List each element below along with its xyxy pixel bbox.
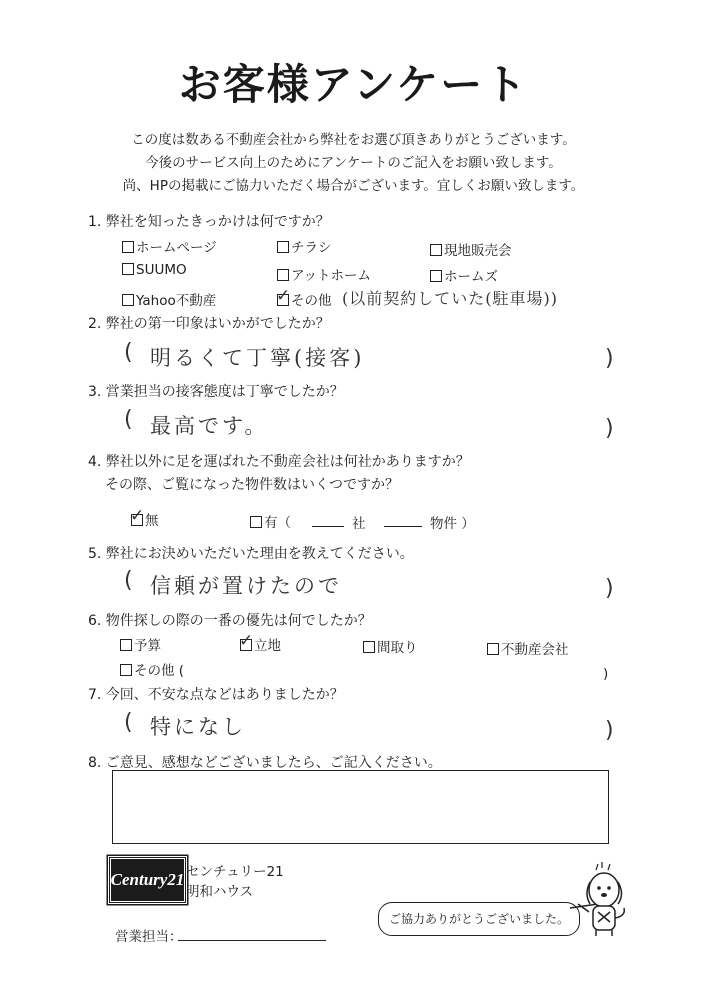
checkbox-icon[interactable] <box>430 270 442 282</box>
q1-option-athome[interactable]: アットホーム <box>277 264 371 284</box>
question-6-label: 6. 物件探しの際の一番の優先は何でしたか？ <box>88 613 372 629</box>
q6-option-budget[interactable]: 予算 <box>120 634 161 654</box>
checkbox-icon[interactable] <box>487 643 499 655</box>
question-1-label: 1. 弊社を知ったきっかけは何ですか？ <box>88 214 330 230</box>
staff-label: 営業担当： <box>115 929 183 945</box>
intro-line-1: この度は数ある不動産会社から弊社をお選び頂きありがとうございます。 <box>131 132 576 148</box>
branch-name: 明和ハウス <box>186 884 254 900</box>
q6-option-real-estate-company[interactable]: 不動産会社 <box>487 638 569 658</box>
comment-box[interactable] <box>112 770 609 844</box>
q7-open-paren: ( <box>124 710 133 735</box>
intro-line-2: 今後のサービス向上のためにアンケートのご記入をお願い致します。 <box>145 155 562 171</box>
checked-checkbox-icon[interactable] <box>131 514 143 526</box>
checkbox-icon[interactable] <box>250 516 262 528</box>
q5-open-paren: ( <box>124 568 133 593</box>
checkbox-icon[interactable] <box>122 241 134 253</box>
q4-company-count-blank[interactable] <box>312 526 344 527</box>
q3-close-paren: ) <box>605 416 614 441</box>
company-name: センチュリー21 <box>186 864 284 880</box>
q1-option-homes[interactable]: ホームズ <box>430 265 498 285</box>
checkbox-icon[interactable] <box>277 241 289 253</box>
checkbox-icon[interactable] <box>277 269 289 281</box>
checkbox-icon[interactable] <box>122 263 134 275</box>
century21-logo: Century21 <box>108 856 187 904</box>
question-2-label: 2. 弊社の第一印象はいかがでしたか？ <box>88 316 330 332</box>
q1-option-open-house[interactable]: 現地販売会 <box>430 239 512 259</box>
q5-answer: 信頼が置けたので <box>150 574 342 598</box>
q1-option-flyer[interactable]: チラシ <box>277 236 332 256</box>
checkbox-icon[interactable] <box>363 641 375 653</box>
checked-checkbox-icon[interactable] <box>240 639 252 651</box>
q3-answer: 最高です。 <box>150 414 269 438</box>
intro-line-3: 尚、HPの掲載にご協力いただく場合がございます。宜しくお願い致します。 <box>122 178 585 194</box>
q1-option-homepage[interactable]: ホームページ <box>122 236 217 256</box>
thanks-speech-bubble: ご協力ありがとうございました。 <box>378 902 580 936</box>
q2-open-paren: ( <box>124 340 133 365</box>
question-3-label: 3. 営業担当の接客態度は丁寧でしたか？ <box>88 384 344 400</box>
q6-close-paren: ) <box>603 666 609 682</box>
q1-other-answer: (以前契約していた(駐車場)) <box>342 289 558 308</box>
q2-close-paren: ) <box>605 346 614 371</box>
question-4-label: 4. 弊社以外に足を運ばれた不動産会社は何社かありますか？ <box>88 454 470 470</box>
q1-option-other[interactable]: ✓ その他 <box>277 289 332 309</box>
question-8-label: 8. ご意見、感想などございましたら、ご記入ください。 <box>88 755 442 771</box>
q4-unit-property: 物件 ） <box>430 516 475 532</box>
q1-option-suumo[interactable]: SUUMO <box>122 262 187 278</box>
q6-option-location[interactable]: ✓ 立地 <box>240 634 281 654</box>
q4-unit-company: 社 <box>352 516 366 532</box>
q4-option-yes[interactable]: 有（ <box>250 511 291 531</box>
question-4-sub-label: その際、ご覧になった物件数はいくつですか？ <box>105 477 399 493</box>
checked-checkbox-icon[interactable] <box>277 294 289 306</box>
q1-option-yahoo[interactable]: Yahoo不動産 <box>122 289 216 309</box>
q7-close-paren: ) <box>605 718 614 743</box>
dog-mascot-icon <box>540 860 635 938</box>
q4-option-none[interactable]: ✓無 <box>131 509 159 529</box>
q3-open-paren: ( <box>124 407 133 432</box>
q6-option-floor-plan[interactable]: 間取り <box>363 636 418 656</box>
question-5-label: 5. 弊社にお決めいただいた理由を教えてください。 <box>88 546 414 562</box>
q2-answer: 明るくて丁寧(接客) <box>150 346 365 370</box>
question-7-label: 7. 今回、不安な点などはありましたか？ <box>88 687 344 703</box>
q5-close-paren: ) <box>605 576 614 601</box>
q7-answer: 特になし <box>150 715 246 739</box>
checkbox-icon[interactable] <box>122 294 134 306</box>
q6-option-other[interactable]: その他 ( <box>120 659 184 679</box>
checkbox-icon[interactable] <box>120 664 132 676</box>
checkbox-icon[interactable] <box>120 639 132 651</box>
page-title: お客様アンケート <box>178 60 529 109</box>
staff-name-blank[interactable] <box>178 940 326 941</box>
checkbox-icon[interactable] <box>430 244 442 256</box>
q4-property-count-blank[interactable] <box>384 526 422 527</box>
